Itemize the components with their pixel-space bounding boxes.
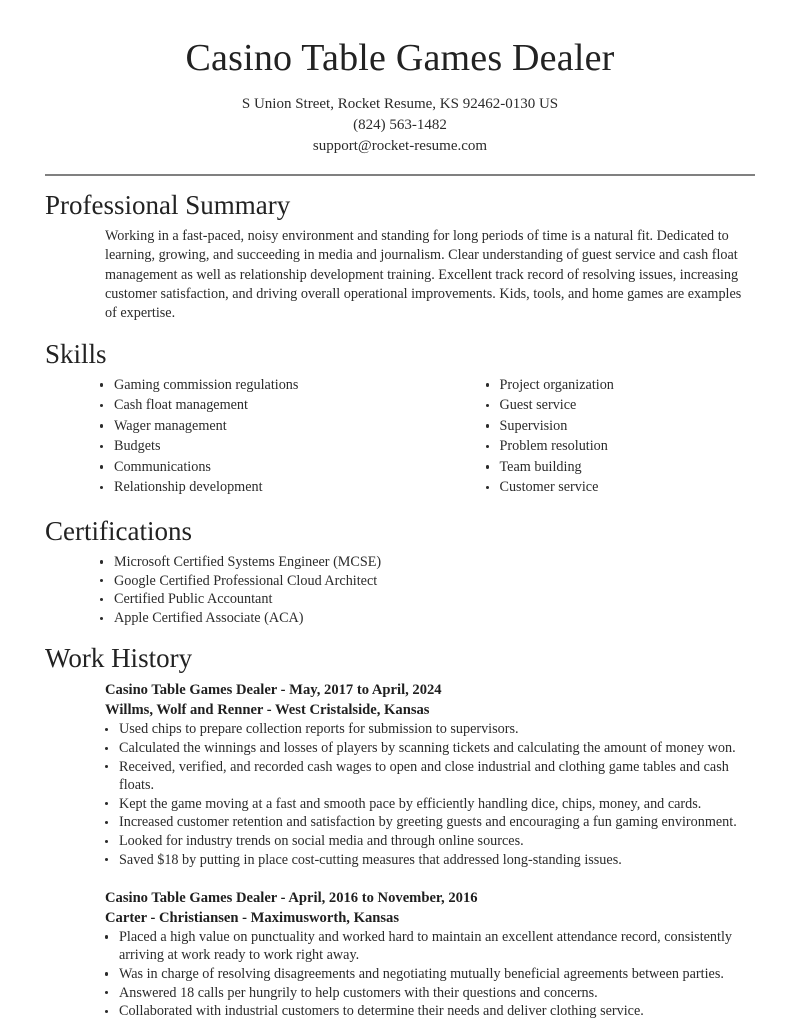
list-item: Certified Public Accountant xyxy=(100,590,755,608)
list-item: Placed a high value on punctuality and worked hard to maintain an excellent attendance record, consistently arriving at work ready to work right away. xyxy=(105,928,755,964)
job-title-line: Casino Table Games Dealer - April, 2016 to November, 2016 xyxy=(105,889,478,906)
skills-list-right xyxy=(486,376,756,497)
list-item: Wager management xyxy=(100,417,428,435)
job-title-line: Casino Table Games Dealer - May, 2017 to April, 2024 xyxy=(105,682,442,699)
contact-phone: (824) 563-1482 xyxy=(353,116,447,133)
list-item: Increased customer retention and satisfaction by greeting guests and encouraging a fun gaming environment. xyxy=(105,813,755,831)
job-company-line: Carter - Christiansen - Maximusworth, Kansas xyxy=(105,909,400,926)
header-divider xyxy=(45,174,755,176)
summary-paragraph: Working in a fast-paced, noisy environment and standing for long periods of time is a natural fit. Dedicated to learning, growing, and succeeding in media and journalism. Clear understanding of guest service and cash float management as well as relationship development training. Excellent track record of resolving issues, increasing customer satisfaction, and driving overall operational improvements. Kids, tools, and home games are examples of expertise. xyxy=(105,227,742,322)
contact-address: S Union Street, Rocket Resume, KS 92462-0130 US xyxy=(241,95,559,112)
page-title: Casino Table Games Dealer xyxy=(185,37,615,79)
list-item: Cash float management xyxy=(100,396,428,414)
work-history-entry xyxy=(105,888,755,1021)
list-item: Project organization xyxy=(486,376,756,394)
section-professional-summary xyxy=(45,190,755,324)
list-item: Team building xyxy=(486,458,756,476)
work-history-body xyxy=(45,680,755,1020)
list-item: Collaborated with industrial customers to determine their needs and deliver clothing service. xyxy=(105,1002,755,1020)
list-item: Relationship development xyxy=(100,478,428,496)
list-item: Was in charge of resolving disagreements and negotiating mutually beneficial agreements between parties. xyxy=(105,965,755,983)
skills-column-right xyxy=(428,376,756,499)
work-history-entry xyxy=(105,680,755,869)
section-certifications xyxy=(45,516,755,627)
list-item: Kept the game moving at a fast and smooth pace by efficiently handling dice, chips, money, and cards. xyxy=(105,795,755,813)
list-item: Supervision xyxy=(486,417,756,435)
certifications-list xyxy=(100,553,755,627)
list-item: Google Certified Professional Cloud Architect xyxy=(100,572,755,590)
section-heading-summary: Professional Summary xyxy=(45,189,291,220)
skills-columns xyxy=(100,376,755,499)
contact-block xyxy=(45,94,755,157)
list-item: Saved $18 by putting in place cost-cutting measures that addressed long-standing issues. xyxy=(105,851,755,869)
section-skills xyxy=(45,339,755,499)
list-item: Problem resolution xyxy=(486,437,756,455)
list-item: Microsoft Certified Systems Engineer (MCSE) xyxy=(100,553,755,571)
section-heading-certifications: Certifications xyxy=(45,515,192,546)
list-item: Budgets xyxy=(100,437,428,455)
job-responsibilities-list xyxy=(105,928,755,1021)
list-item: Calculated the winnings and losses of players by scanning tickets and calculating the amount of money won. xyxy=(105,739,755,757)
section-heading-work-history: Work History xyxy=(45,643,193,674)
list-item: Used chips to prepare collection reports for submission to supervisors. xyxy=(105,720,755,738)
job-company-line: Willms, Wolf and Renner - West Cristalside, Kansas xyxy=(105,702,430,719)
skills-body xyxy=(45,376,755,499)
skills-column-left xyxy=(100,376,428,499)
certifications-body xyxy=(45,553,755,627)
list-item: Customer service xyxy=(486,478,756,496)
section-heading-skills: Skills xyxy=(45,338,107,369)
contact-email: support@rocket-resume.com xyxy=(312,137,488,154)
summary-body xyxy=(45,227,755,324)
list-item: Communications xyxy=(100,458,428,476)
job-responsibilities-list xyxy=(105,720,755,869)
section-work-history xyxy=(45,643,755,1020)
resume-header xyxy=(45,0,755,176)
list-item: Received, verified, and recorded cash wages to open and close industrial and clothing game tables and cash floats. xyxy=(105,758,755,794)
list-item: Apple Certified Associate (ACA) xyxy=(100,609,755,627)
list-item: Answered 18 calls per hungrily to help customers with their questions and concerns. xyxy=(105,984,755,1002)
list-item: Looked for industry trends on social media and through online sources. xyxy=(105,832,755,850)
skills-list-left xyxy=(100,376,428,497)
list-item: Guest service xyxy=(486,396,756,414)
list-item: Gaming commission regulations xyxy=(100,376,428,394)
